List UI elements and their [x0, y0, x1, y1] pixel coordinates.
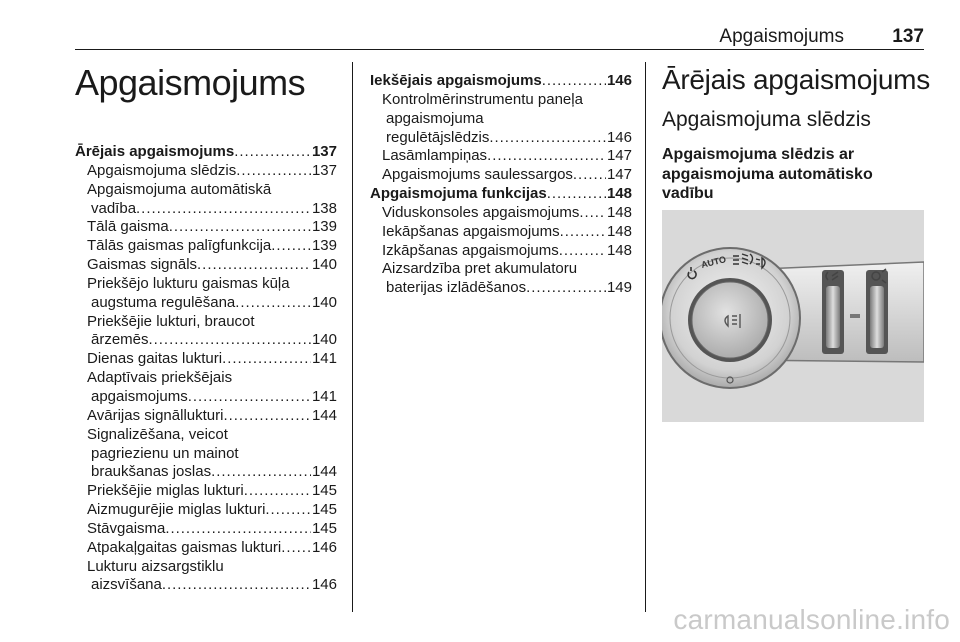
- toc-entry[interactable]: [370, 260, 632, 298]
- toc-entry-label-line: Adaptīvais priekšējais: [87, 369, 233, 387]
- toc-leader-dots: [235, 294, 311, 313]
- headlight-range-wheel[interactable]: [826, 286, 840, 348]
- toc-leader-dots: [188, 388, 311, 407]
- toc-entry[interactable]: [75, 558, 337, 596]
- toc-entry-label: Priekšējie miglas lukturi: [87, 482, 244, 500]
- toc-leader-dots: [222, 350, 311, 369]
- toc-entry-label: Aizmugurējie miglas lukturi: [87, 501, 266, 519]
- toc-leader-dots: [559, 242, 606, 261]
- toc-leader-dots: [223, 407, 311, 426]
- toc-page-number: 146: [311, 576, 337, 594]
- toc-page-number: 148: [606, 241, 632, 259]
- toc-entry-chapter[interactable]: [75, 143, 337, 162]
- toc-leader-dots: [236, 162, 311, 181]
- toc-page-number: 145: [311, 501, 337, 519]
- toc-page-number: 145: [311, 519, 337, 537]
- toc-entry-label-line: Kontrolmērinstrumentu paneļa: [382, 90, 583, 108]
- toc-leader-dots: [573, 166, 606, 185]
- toc-entry-label: aizsvīšana: [91, 576, 162, 594]
- toc-entry-label: Izkāpšanas apgaismojums: [382, 241, 559, 259]
- toc-entry-label-line: Aizsardzība pret akumulatoru: [382, 260, 578, 278]
- running-head-title: Apgaismojums: [719, 26, 844, 47]
- toc-leader-dots: [169, 218, 311, 237]
- toc-leader-dots: [136, 200, 311, 219]
- toc-entry[interactable]: [75, 275, 337, 313]
- subsubsection-title-line: Apgaismojuma slēdzis ar: [662, 146, 855, 163]
- toc-page-number: 138: [311, 199, 337, 217]
- toc-entry[interactable]: [75, 520, 337, 539]
- toc-leader-dots: [149, 331, 311, 350]
- toc-entry-label: Avārijas signāllukturi: [87, 406, 224, 424]
- toc-entry-label: Tālā gaisma: [87, 218, 169, 236]
- toc-entry[interactable]: [370, 166, 632, 185]
- toc-entry[interactable]: [75, 369, 337, 407]
- auto-label: AUTO: [700, 254, 728, 270]
- toc-page-number: 148: [606, 222, 632, 240]
- toc-page-number: 146: [311, 538, 337, 556]
- section-title: Ārējais apgaismojums: [662, 64, 930, 95]
- toc-entry[interactable]: [370, 223, 632, 242]
- toc-page-number: 141: [311, 350, 337, 368]
- toc-page-number: 144: [311, 406, 337, 424]
- subsubsection-title: [662, 145, 922, 204]
- light-switch-knob[interactable]: [692, 282, 768, 358]
- toc-entry-label: Stāvgaisma: [87, 519, 166, 537]
- toc-page-number: 149: [606, 279, 632, 297]
- dashboard-brightness-wheel[interactable]: [870, 286, 884, 348]
- toc-leader-dots: [281, 539, 311, 558]
- toc-entry-label: Atpakaļgaitas gaismas lukturi: [87, 538, 282, 556]
- toc-entry[interactable]: [75, 181, 337, 219]
- toc-leader-dots: [271, 237, 311, 256]
- toc-entry-label-line: pagriezienu un mainot: [91, 444, 239, 462]
- toc-page-number: 148: [606, 185, 632, 203]
- toc-entry-label: Apgaismojuma funkcijas: [370, 185, 547, 203]
- toc-page-number: 140: [311, 256, 337, 274]
- toc-entry[interactable]: [75, 426, 337, 483]
- toc-page-number: 144: [311, 463, 337, 481]
- subsection-title: Apgaismojuma slēdzis: [662, 108, 871, 131]
- toc-page-number: 147: [606, 147, 632, 165]
- toc-leader-dots: [542, 72, 606, 91]
- toc-entry-label: regulētājslēdzis: [386, 128, 490, 146]
- toc-entry-label: Iekāpšanas apgaismojums: [382, 222, 560, 240]
- toc-leader-dots: [234, 143, 311, 162]
- toc-leader-dots: [244, 482, 311, 501]
- table-of-contents-column-2: [370, 72, 632, 298]
- toc-entry-label-line: Signalizēšana, veicot: [87, 425, 228, 443]
- toc-leader-dots: [265, 501, 311, 520]
- chapter-title: Apgaismojums: [75, 62, 306, 103]
- toc-leader-dots: [547, 185, 606, 204]
- toc-entry-label: apgaismojums: [91, 387, 188, 405]
- toc-page-number: 148: [606, 203, 632, 221]
- toc-entry-label: Gaismas signāls: [87, 256, 198, 274]
- toc-leader-dots: [162, 576, 311, 595]
- toc-leader-dots: [579, 204, 606, 223]
- toc-leader-dots: [560, 223, 606, 242]
- toc-entry-chapter[interactable]: [370, 72, 632, 91]
- toc-leader-dots: [211, 463, 311, 482]
- toc-leader-dots: [165, 520, 311, 539]
- toc-entry-label: augstuma regulēšana: [91, 293, 236, 311]
- toc-entry[interactable]: [370, 242, 632, 261]
- table-of-contents-column-1: [75, 143, 337, 595]
- light-switch-illustration: [662, 210, 924, 422]
- toc-page-number: 137: [311, 161, 337, 179]
- toc-entry[interactable]: [75, 539, 337, 558]
- toc-leader-dots: [489, 129, 606, 148]
- toc-entry-label: vadība: [91, 199, 137, 217]
- subsubsection-title-line: vadību: [662, 185, 714, 202]
- toc-page-number: 139: [311, 237, 337, 255]
- toc-entry[interactable]: [75, 501, 337, 520]
- toc-page-number: 147: [606, 166, 632, 184]
- watermark: carmanualsonline.info: [673, 604, 950, 635]
- toc-entry-label-line: Priekšējo lukturu gaismas kūļa: [87, 274, 290, 292]
- toc-entry-label-line: apgaismojuma: [386, 109, 484, 127]
- toc-entry-label: Viduskonsoles apgaismojums: [382, 203, 580, 221]
- toc-entry-label: ārzemēs: [91, 331, 149, 349]
- toc-entry-label: Apgaismojuma slēdzis: [87, 161, 237, 179]
- toc-page-number: 146: [606, 128, 632, 146]
- toc-page-number: 145: [311, 482, 337, 500]
- toc-entry[interactable]: [75, 482, 337, 501]
- toc-entry[interactable]: [75, 350, 337, 369]
- column-divider-right: [645, 62, 646, 612]
- toc-entry-label: Apgaismojums saulessargos: [382, 166, 573, 184]
- toc-entry[interactable]: [75, 313, 337, 351]
- toc-entry-label: Lasāmlampiņas: [382, 147, 488, 165]
- toc-entry-label: Ārējais apgaismojums: [75, 143, 235, 160]
- panel-indicator: [850, 314, 860, 318]
- toc-page-number: 141: [311, 387, 337, 405]
- toc-entry-label: baterijas izlādēšanos: [386, 279, 527, 297]
- column-divider-left: [352, 62, 353, 612]
- toc-entry-label: Iekšējais apgaismojums: [370, 72, 542, 89]
- toc-entry[interactable]: [75, 407, 337, 426]
- toc-page-number: 146: [606, 72, 632, 89]
- toc-leader-dots: [197, 256, 311, 275]
- toc-entry-label: Dienas gaitas lukturi: [87, 350, 223, 368]
- toc-entry-label-line: Priekšējie lukturi, braucot: [87, 312, 255, 330]
- subsubsection-title-line: apgaismojuma automātisko: [662, 165, 873, 183]
- toc-entry[interactable]: [370, 204, 632, 223]
- toc-page-number: 137: [311, 143, 337, 160]
- toc-leader-dots: [526, 279, 606, 298]
- toc-entry[interactable]: [370, 147, 632, 166]
- toc-entry[interactable]: [75, 256, 337, 275]
- header-rule: [75, 49, 924, 50]
- light-switch-figure: [662, 210, 924, 422]
- toc-leader-dots: [487, 147, 606, 166]
- toc-entry[interactable]: [75, 237, 337, 256]
- toc-entry-label: Tālās gaismas palīgfunkcija: [87, 237, 272, 255]
- toc-entry-chapter[interactable]: [370, 185, 632, 204]
- toc-entry[interactable]: [75, 162, 337, 181]
- toc-entry[interactable]: [370, 91, 632, 148]
- toc-entry-label-line: Lukturu aizsargstiklu: [87, 557, 224, 575]
- toc-page-number: 139: [311, 218, 337, 236]
- toc-entry-label-line: Apgaismojuma automātiskā: [87, 180, 272, 198]
- toc-entry-label: braukšanas joslas: [91, 463, 212, 481]
- toc-page-number: 140: [311, 331, 337, 349]
- page-number: 137: [892, 26, 924, 47]
- toc-entry[interactable]: [75, 218, 337, 237]
- toc-page-number: 140: [311, 293, 337, 311]
